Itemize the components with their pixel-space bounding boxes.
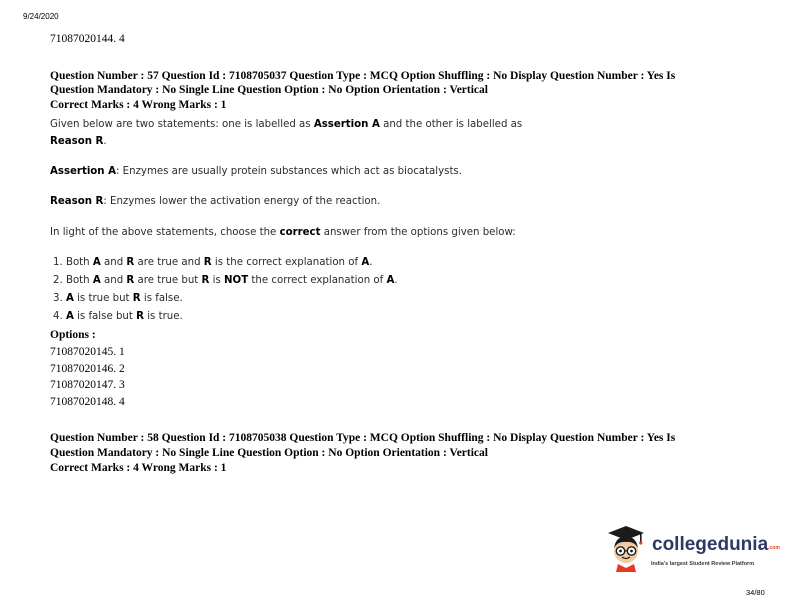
- q57-option-code-1: 71087020145. 1: [50, 346, 125, 358]
- collegedunia-mascot-icon: [604, 524, 650, 574]
- choice-text: .: [369, 257, 373, 268]
- q57-reason: [50, 196, 380, 207]
- choice-text: the correct explanation of: [248, 275, 387, 286]
- choice-bold-term: A: [361, 257, 370, 268]
- choice-text: is false.: [140, 293, 183, 304]
- q57-intro-text-1: Given below are two statements: one is labelled as: [50, 119, 311, 130]
- q57-assertion-label: Assertion A: [50, 166, 116, 177]
- q57-assertion-text: : Enzymes are usually protein substances which act as biocatalysts.: [116, 166, 462, 177]
- q58-marks: Correct Marks : 4 Wrong Marks : 1: [50, 462, 227, 474]
- q57-intro-line-1: [50, 119, 522, 130]
- collegedunia-tagline: India's largest Student Review Platform: [651, 561, 755, 567]
- q57-marks: Correct Marks : 4 Wrong Marks : 1: [50, 99, 227, 111]
- choice-text: .: [394, 275, 398, 286]
- q57-intro-end: .: [103, 136, 107, 147]
- q57-option-code-3: 71087020147. 3: [50, 379, 125, 391]
- q57-intro-assertion-label: Assertion A: [313, 119, 380, 130]
- q57-choice-4: [53, 311, 183, 322]
- collegedunia-logo-text: [652, 534, 780, 556]
- logo-name: collegedunia: [652, 534, 769, 555]
- q57-instruction-post: answer from the options given below:: [323, 227, 516, 238]
- q57-assertion: [50, 166, 462, 177]
- choice-bold-term: NOT: [224, 275, 249, 286]
- choice-bold-term: R: [126, 257, 135, 268]
- choice-text: are true and: [134, 257, 204, 268]
- q57-option-code-2: 71087020146. 2: [50, 363, 125, 375]
- choice-text: is true but: [73, 293, 133, 304]
- choice-text: 3.: [53, 293, 66, 304]
- choice-text: is true.: [143, 311, 183, 322]
- choice-bold-term: A: [92, 275, 101, 286]
- choice-bold-term: R: [136, 311, 144, 322]
- choice-text: is the correct explanation of: [211, 257, 362, 268]
- choice-text: 4.: [53, 311, 66, 322]
- choice-text: are true but: [134, 275, 202, 286]
- choice-bold-term: R: [201, 275, 210, 286]
- choice-text: is: [209, 275, 225, 286]
- q57-intro-reason-label: Reason R: [50, 136, 104, 147]
- q57-instruction-pre: In light of the above statements, choose the: [50, 227, 277, 238]
- choice-bold-term: A: [92, 257, 101, 268]
- choice-text: 1. Both: [53, 257, 93, 268]
- q57-choice-3: [53, 293, 183, 304]
- q57-option-code-4: 71087020148. 4: [50, 396, 125, 408]
- choice-text: and: [100, 257, 127, 268]
- choice-bold-term: A: [65, 293, 74, 304]
- q57-options-label: Options :: [50, 329, 96, 341]
- q57-instruction: [50, 227, 516, 238]
- q58-meta-line-2: Question Mandatory : No Single Line Question Option : No Option Orientation : Vertical: [50, 447, 488, 459]
- q57-reason-label: Reason R: [50, 196, 104, 207]
- print-date: 9/24/2020: [23, 12, 59, 21]
- q57-choice-2: [53, 275, 398, 286]
- q57-meta-line-1: Question Number : 57 Question Id : 7108705037 Question Type : MCQ Option Shuffling : No Display Question Number : Yes Is: [50, 70, 676, 82]
- page-number: 34/80: [746, 588, 765, 597]
- q57-choice-1: [53, 257, 372, 268]
- choice-text: and: [100, 275, 127, 286]
- q57-intro-line-2: [50, 136, 107, 147]
- choice-bold-term: A: [65, 311, 74, 322]
- q57-intro-text-2: and the other is labelled as: [383, 119, 523, 130]
- q58-meta-line-1: Question Number : 58 Question Id : 7108705038 Question Type : MCQ Option Shuffling : No Display Question Number : Yes Is: [50, 432, 676, 444]
- choice-text: is false but: [73, 311, 137, 322]
- choice-bold-term: R: [126, 275, 135, 286]
- q57-reason-text: : Enzymes lower the activation energy of the reaction.: [103, 196, 381, 207]
- q57-meta-line-2: Question Mandatory : No Single Line Question Option : No Option Orientation : Vertical: [50, 84, 488, 96]
- choice-bold-term: R: [132, 293, 141, 304]
- logo-suffix: .com: [768, 545, 780, 551]
- choice-text: 2. Both: [53, 275, 93, 286]
- choice-bold-term: A: [386, 275, 395, 286]
- choice-bold-term: R: [203, 257, 212, 268]
- q57-instruction-bold: correct: [279, 227, 321, 238]
- previous-option-code: 71087020144. 4: [50, 33, 125, 45]
